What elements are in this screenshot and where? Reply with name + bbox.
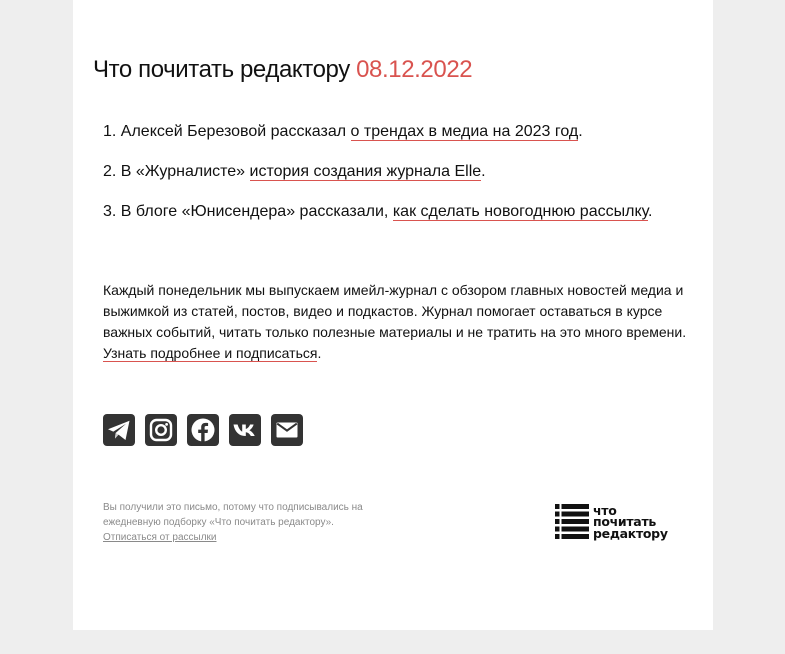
news-item [103, 160, 693, 184]
about-text: Каждый понедельник мы выпускаем имейл-журнал с обзором главных новостей медиа и выжимкой из статей, постов, видео и подкастов. Журнал помогает оставаться в курсе важных событий, читать только полезные материалы и не тратить на это много времени. [103, 282, 687, 340]
logo-line: почитать [593, 514, 656, 530]
news-link-elle[interactable]: история создания журнала Elle [249, 163, 482, 180]
telegram-icon[interactable] [103, 414, 135, 446]
news-item-suffix: . [648, 203, 653, 220]
news-item-suffix: . [578, 123, 583, 140]
facebook-icon[interactable] [187, 414, 219, 446]
news-item [103, 120, 693, 144]
page-title [93, 56, 472, 84]
email-icon[interactable] [271, 414, 303, 446]
logo-line: редактору [593, 525, 668, 541]
news-link-trends[interactable]: о трендах в медиа на 2023 год [350, 123, 579, 140]
issue-date: 08.12.2022 [356, 56, 473, 83]
logo-bars-icon [555, 504, 589, 540]
social-links [103, 414, 303, 446]
unsubscribe-link[interactable]: Отписаться от рассылки [103, 532, 217, 543]
email-card [73, 0, 713, 630]
title-text: Что почитать редактору [93, 56, 350, 83]
news-item [103, 200, 693, 224]
brand-logo [555, 504, 668, 540]
footer-note [103, 500, 393, 545]
subscribe-link[interactable]: Узнать подробнее и подписаться [103, 345, 318, 361]
footer-note-text: Вы получили это письмо, потому что подписывались на ежедневную подборку «Что почитать редактору». [103, 502, 363, 528]
news-link-newsletter[interactable]: как сделать новогоднюю рассылку [392, 203, 649, 220]
instagram-icon[interactable] [145, 414, 177, 446]
news-item-text: 1. Алексей Березовой рассказал [103, 123, 351, 140]
about-paragraph [103, 280, 688, 364]
news-item-text: 3. В блоге «Юнисендера» рассказали, [103, 203, 393, 220]
news-item-text: 2. В «Журналисте» [103, 163, 250, 180]
vk-icon[interactable] [229, 414, 261, 446]
news-list [103, 120, 693, 240]
news-item-suffix: . [481, 163, 486, 180]
logo-line: что [593, 502, 617, 518]
about-suffix: . [317, 345, 322, 361]
logo-wordmark [593, 502, 668, 541]
